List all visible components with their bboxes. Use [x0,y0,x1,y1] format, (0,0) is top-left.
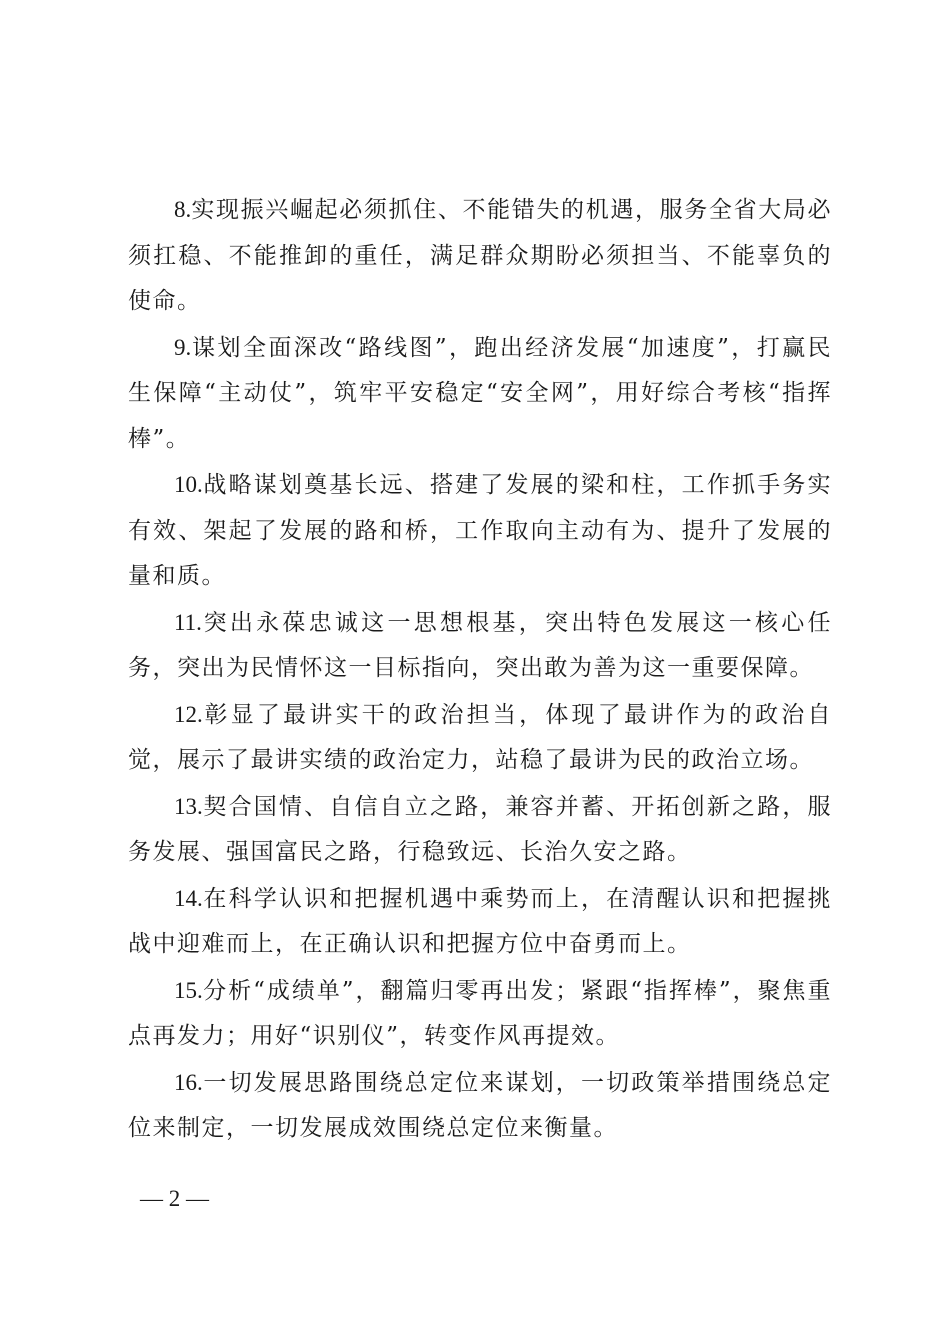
item-number: 8. [174,197,192,222]
item-number: 10. [174,472,203,497]
paragraph-9 [128,325,832,463]
paragraph-15 [128,968,832,1060]
item-text: 彰显了最讲实干的政治担当，体现了最讲作为的政治自觉，展示了最讲实绩的政治定力，站稳了最讲为民的政治立场。 [128,701,832,773]
item-number: 11. [174,609,202,635]
paragraph-10 [128,462,832,600]
item-number: 9. [174,334,192,360]
item-text: 一切发展思路围绕总定位来谋划，一切政策举措围绕总定位来制定，一切发展成效围绕总定位来衡量。 [128,1069,832,1141]
paragraph-16 [128,1060,832,1152]
item-text: 突出永葆忠诚这一思想根基，突出特色发展这一核心任务，突出为民情怀这一目标指向，突出敢为善为这一重要保障。 [128,609,832,681]
paragraph-11 [128,600,832,692]
item-text: 实现振兴崛起必须抓住、不能错失的机遇，服务全省大局必须扛稳、不能推卸的重任，满足群众期盼必须担当、不能辜负的使命。 [128,197,832,314]
page-number: — 2 — [140,1186,209,1211]
paragraph-8 [128,187,832,325]
paragraph-14 [128,876,832,968]
item-number: 12. [174,701,203,727]
item-text: 契合国情、自信自立之路，兼容并蓄、开拓创新之路，服务发展、强国富民之路，行稳致远、长治久安之路。 [128,793,832,865]
document-body [128,187,832,1152]
item-text: 谋划全面深改“路线图”，跑出经济发展“加速度”，打赢民生保障“主动仗”，筑牢平安稳定“安全网”，用好综合考核“指挥棒”。 [128,334,832,452]
item-text: 分析“成绩单”，翻篇归零再出发；紧跟“指挥棒”，聚焦重点再发力；用好“识别仪”，转变作风再提效。 [128,977,832,1049]
item-text: 在科学认识和把握机遇中乘势而上，在清醒认识和把握挑战中迎难而上，在正确认识和把握方位中奋勇而上。 [128,885,832,957]
item-number: 13. [174,793,203,819]
item-number: 15. [174,977,203,1003]
item-number: 14. [174,885,203,911]
paragraph-12 [128,692,832,784]
item-number: 16. [174,1069,203,1095]
item-text: 战略谋划奠基长远、搭建了发展的梁和柱，工作抓手务实有效、架起了发展的路和桥，工作取向主动有为、提升了发展的量和质。 [128,472,832,589]
paragraph-13 [128,784,832,876]
